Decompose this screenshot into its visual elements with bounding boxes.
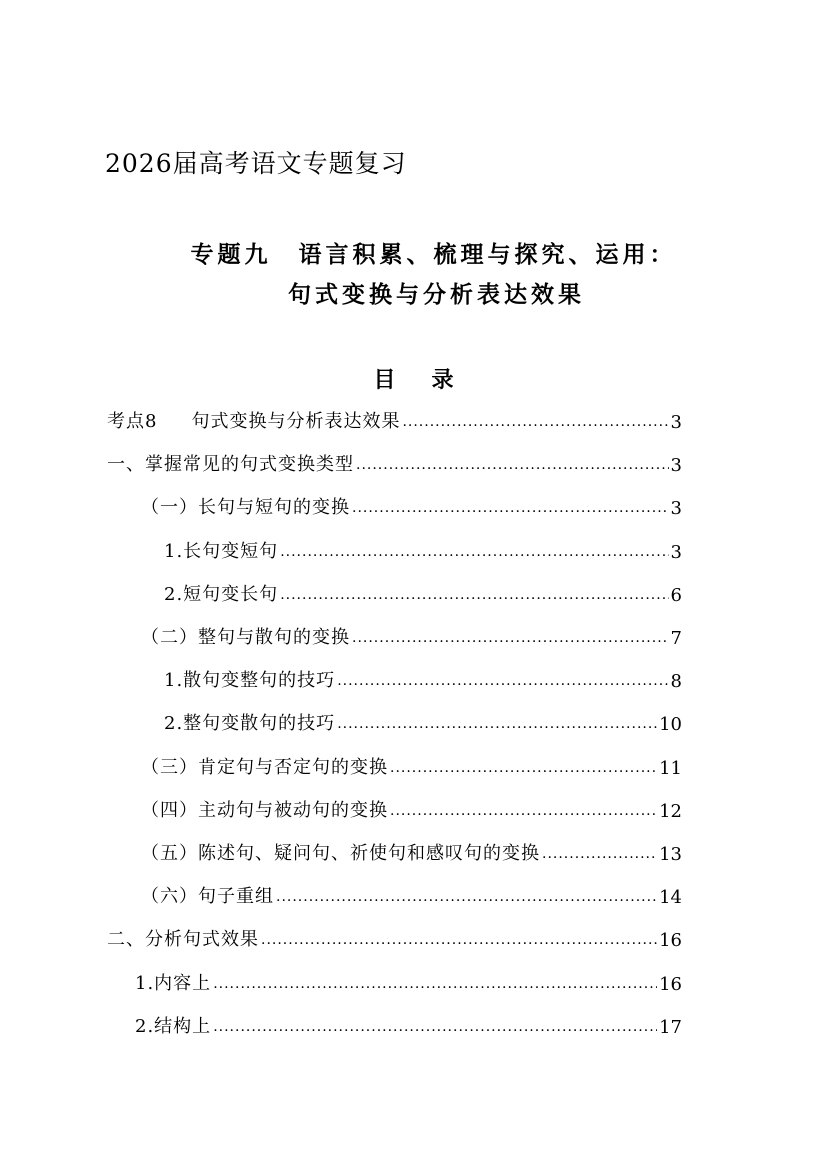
toc-entry-code: 考点8	[107, 411, 158, 432]
toc-leader-dots	[276, 886, 657, 908]
toc-entry-section-1-4[interactable]	[141, 792, 682, 822]
toc-entry-label: 一、掌握常见的句式变换类型	[107, 454, 354, 475]
toc-entry-page: 14	[659, 887, 682, 908]
toc-entry-page: 3	[670, 455, 682, 476]
toc-entry-label: （三）肯定句与否定句的变换	[141, 757, 388, 778]
toc-entry-label: 句式变换与分析表达效果	[191, 411, 401, 432]
toc-leader-dots	[390, 757, 657, 779]
toc-leader-dots	[280, 541, 668, 563]
toc-leader-dots	[402, 411, 668, 433]
toc-leader-dots	[390, 800, 657, 822]
document-subtitle-line-1: 专题九 语言积累、梳理与探究、运用：	[190, 241, 677, 268]
toc-entry-section-1-6[interactable]	[141, 878, 682, 908]
toc-entry-section-2-1[interactable]	[135, 965, 682, 995]
toc-entry-page: 8	[670, 671, 682, 692]
toc-entry-label: 二、分析句式效果	[107, 929, 259, 950]
toc-entry-page: 16	[659, 930, 682, 951]
toc-leader-dots	[352, 497, 669, 519]
toc-entry-label: 1.散句变整句的技巧	[164, 670, 336, 691]
document-title: 2026届高考语文专题复习	[105, 149, 407, 178]
toc-entry-section-2[interactable]	[107, 921, 682, 951]
toc-entry-page: 3	[670, 412, 682, 433]
toc-leader-dots	[280, 584, 668, 606]
toc-entry-page: 17	[659, 1017, 682, 1038]
toc-entry-kaodian-8[interactable]	[107, 403, 682, 433]
toc-entry-section-2-2[interactable]	[135, 1008, 682, 1038]
toc-entry-page: 12	[659, 801, 682, 822]
toc-entry-page: 11	[659, 758, 682, 779]
toc-leader-dots	[542, 843, 657, 865]
toc-entry-label: 2.整句变散句的技巧	[164, 713, 336, 734]
toc-leader-dots	[337, 713, 657, 735]
toc-leader-dots	[213, 973, 657, 995]
toc-entry-label: 1.内容上	[135, 973, 212, 994]
toc-entry-page: 7	[670, 628, 682, 649]
toc-entry-label: （二）整句与散句的变换	[141, 627, 350, 648]
toc-entry-page: 16	[659, 974, 682, 995]
toc-entry-page: 3	[670, 542, 682, 563]
toc-entry-page: 10	[659, 714, 682, 735]
toc-entry-section-1[interactable]	[107, 446, 682, 476]
toc-heading: 目录	[373, 367, 490, 393]
document-subtitle-line-2: 句式变换与分析表达效果	[288, 281, 585, 308]
toc-leader-dots	[213, 1016, 657, 1038]
toc-entry-section-1-1-1[interactable]	[164, 533, 682, 563]
toc-entry-label: （一）长句与短句的变换	[141, 497, 350, 518]
toc-entry-section-1-3[interactable]	[141, 749, 682, 779]
toc-entry-page: 13	[659, 844, 682, 865]
toc-leader-dots	[356, 454, 669, 476]
toc-entry-label: （六）句子重组	[141, 886, 274, 907]
toc-leader-dots	[261, 929, 657, 951]
toc-entry-section-1-2[interactable]	[141, 619, 682, 649]
toc-entry-label: （四）主动句与被动句的变换	[141, 800, 388, 821]
toc-leader-dots	[352, 627, 669, 649]
toc-entry-page: 6	[670, 585, 682, 606]
toc-entry-section-1-2-2[interactable]	[164, 705, 682, 735]
toc-entry-label: （五）陈述句、疑问句、祈使句和感叹句的变换	[141, 843, 540, 864]
toc-entry-label: 2.结构上	[135, 1016, 212, 1037]
toc-entry-section-1-1[interactable]	[141, 489, 682, 519]
toc-entry-label: 2.短句变长句	[164, 584, 279, 605]
toc-entry-section-1-1-2[interactable]	[164, 576, 682, 606]
toc-entry-page: 3	[670, 498, 682, 519]
toc-leader-dots	[337, 670, 668, 692]
toc-entry-label: 1.长句变短句	[164, 541, 279, 562]
toc-entry-section-1-5[interactable]	[141, 835, 682, 865]
toc-entry-section-1-2-1[interactable]	[164, 662, 682, 692]
